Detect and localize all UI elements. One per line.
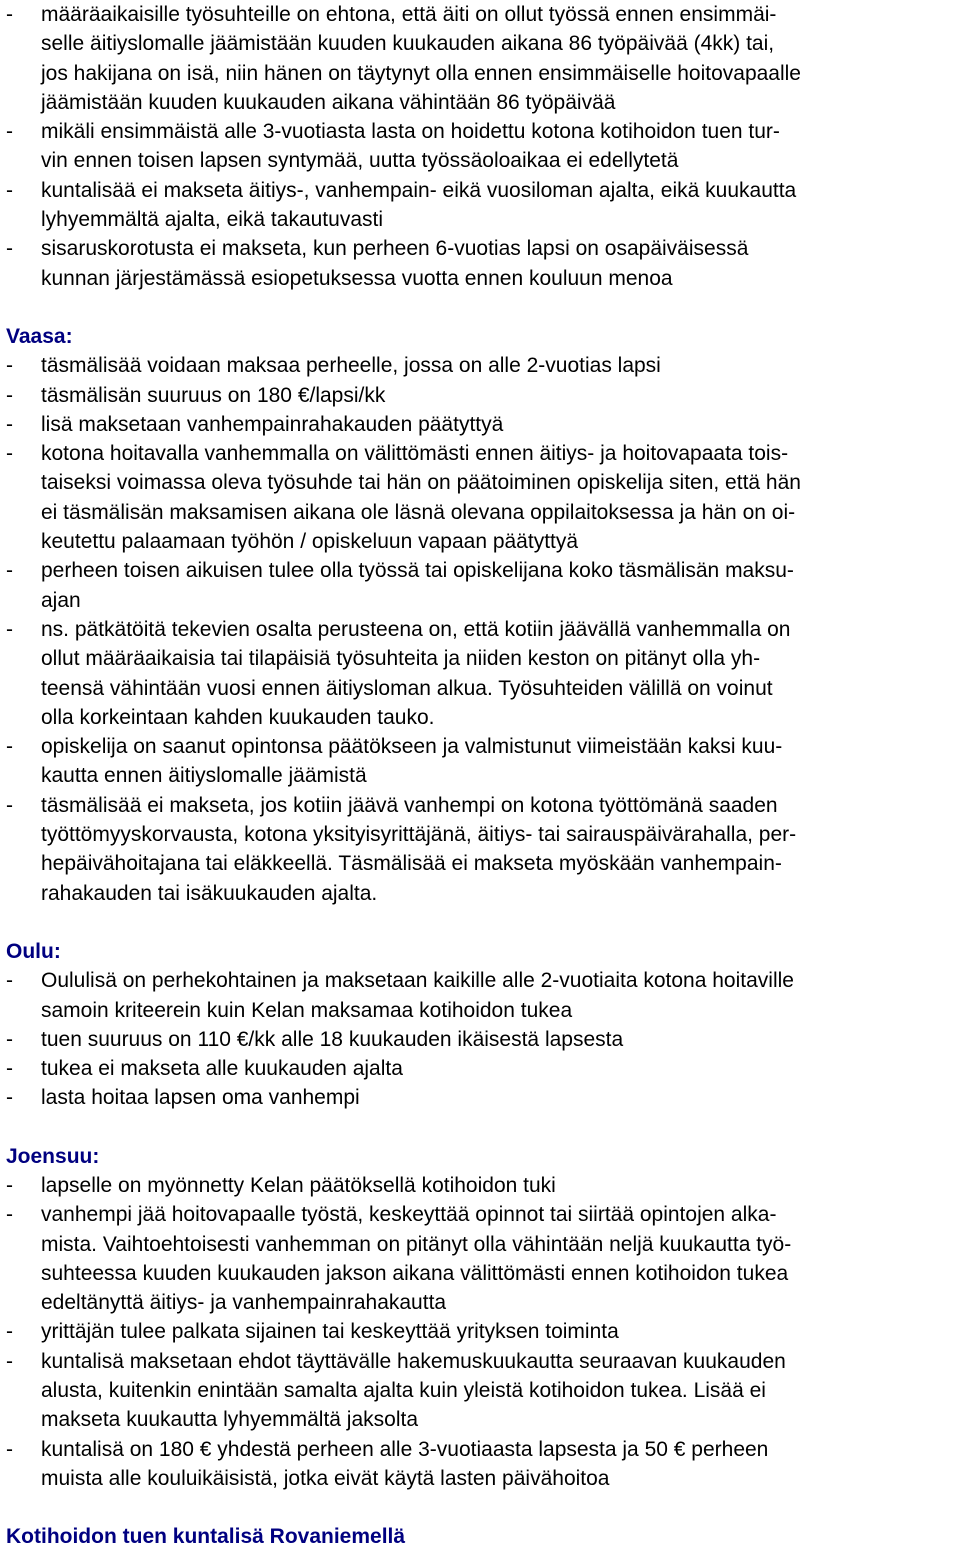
intro-list [6, 0, 956, 293]
list-item [6, 1083, 956, 1112]
list-item-line: lapselle on myönnetty Kelan päätöksellä kotihoidon tuki [41, 1173, 556, 1197]
bullet-dash: - [6, 383, 13, 407]
list-item-line: olla korkeintaan kahden kuukauden tauko. [41, 705, 435, 729]
list-item-line: vin ennen toisen lapsen syntymää, uutta työssäoloaikaa ei edellytetä [41, 149, 679, 173]
list-item [6, 966, 956, 1025]
list-item-line: yrittäjän tulee palkata sijainen tai keskeyttää yrityksen toiminta [41, 1320, 619, 1344]
list-item [6, 381, 956, 410]
list-item-line: edeltänyttä äitiys- ja vanhempainrahakautta [41, 1291, 447, 1315]
bullet-dash: - [6, 178, 13, 202]
list-item-line: makseta kuukautta lyhyemmältä jaksolta [41, 1408, 419, 1432]
list-item-line: kotona hoitavalla vanhemmalla on välittömästi ennen äitiys- ja hoitovapaata tois- [41, 442, 789, 466]
list-item-line: ollut määräaikaisia tai tilapäisiä työsuhteita ja niiden keston on pitänyt olla yh- [41, 647, 761, 671]
list-item-line: lisä maksetaan vanhempainrahakauden päätyttyä [41, 412, 504, 436]
sections-container [6, 293, 956, 1493]
list-item-line: opiskelija on saanut opintonsa päätökseen ja valmistunut viimeistään kaksi kuu- [41, 735, 783, 759]
list-item-line: suhteessa kuuden kuukauden jakson aikana välittömästi ennen kotihoidon tukea [41, 1261, 789, 1285]
list-item-line: keutettu palaamaan työhön / opiskeluun vapaan päätyttyä [41, 530, 579, 554]
list-item-line: tukea ei makseta alle kuukauden ajalta [41, 1057, 403, 1081]
list-item-line: selle äitiyslomalle jäämistään kuuden kuukauden aikana 86 työpäivää (4kk) tai, [41, 32, 775, 56]
list-item-line: lasta hoitaa lapsen oma vanhempi [41, 1086, 360, 1110]
bullet-dash: - [6, 1349, 13, 1373]
list-item-line: lyhyemmältä ajalta, eikä takautuvasti [41, 208, 383, 232]
section-joensuu [6, 1142, 956, 1494]
section-oulu [6, 937, 956, 1113]
list-item-line: mikäli ensimmäistä alle 3-vuotiasta lasta on hoidettu kotona kotihoidon tuen tur- [41, 120, 780, 144]
list-item [6, 1025, 956, 1054]
list-item [6, 1435, 956, 1494]
list-item-line: tuen suuruus on 110 €/kk alle 18 kuukauden ikäisestä lapsesta [41, 1027, 624, 1051]
list-item [6, 439, 956, 556]
list-item [6, 176, 956, 235]
list-item-line: työttömyyskorvausta, kotona yksityisyrittäjänä, äitiys- tai sairauspäivärahalla, per- [41, 823, 797, 847]
bullet-dash: - [6, 1437, 13, 1461]
document [6, 0, 956, 1552]
list-item-line: hepäivähoitajana tai eläkkeellä. Täsmälisää ei makseta myöskään vanhempain- [41, 852, 782, 876]
list-item-line: muista alle kouluikäisistä, jotka eivät käytä lasten päivähoitoa [41, 1466, 610, 1490]
list-item [6, 351, 956, 380]
list-item [6, 732, 956, 791]
list-item-line: samoin kriteerein kuin Kelan maksamaa kotihoidon tukea [41, 998, 573, 1022]
section-heading: Vaasa: [6, 324, 73, 348]
list-item [6, 1200, 956, 1317]
list-item-line: jäämistään kuuden kuukauden aikana vähintään 86 työpäivää [41, 90, 616, 114]
bullet-dash: - [6, 559, 13, 583]
list-item [6, 1317, 956, 1346]
list-item-line: Oululisä on perhekohtainen ja maksetaan kaikille alle 2-vuotiaita kotona hoitaville [41, 969, 794, 993]
bullet-dash: - [6, 1203, 13, 1227]
section-heading: Oulu: [6, 939, 61, 963]
bullet-dash: - [6, 120, 13, 144]
list-item [6, 615, 956, 732]
bullet-dash: - [6, 442, 13, 466]
list-item-line: täsmälisää voidaan maksaa perheelle, jossa on alle 2-vuotias lapsi [41, 354, 661, 378]
bullet-dash: - [6, 1057, 13, 1081]
bullet-dash: - [6, 793, 13, 817]
bullet-dash: - [6, 412, 13, 436]
list-item [6, 410, 956, 439]
list-item-line: kuntalisä on 180 € yhdestä perheen alle 3-vuotiaasta lapsesta ja 50 € perheen [41, 1437, 769, 1461]
list-item-line: kautta ennen äitiyslomalle jäämistä [41, 764, 367, 788]
list-item-line: kuntalisä maksetaan ehdot täyttävälle hakemuskuukautta seuraavan kuukauden [41, 1349, 786, 1373]
bullet-dash: - [6, 1173, 13, 1197]
list-item [6, 234, 956, 293]
final-heading: Kotihoidon tuen kuntalisä Rovaniemellä [6, 1525, 406, 1549]
list-item-line: täsmälisän suuruus on 180 €/lapsi/kk [41, 383, 386, 407]
list-item-line: määräaikaisille työsuhteille on ehtona, että äiti on ollut työssä ennen ensimmäi- [41, 3, 777, 26]
list-item [6, 117, 956, 176]
list-item-line: sisaruskorotusta ei makseta, kun perheen 6-vuotias lapsi on osapäiväisessä [41, 237, 749, 261]
bullet-dash: - [6, 3, 13, 26]
list-item-line: jos hakijana on isä, niin hänen on täytynyt olla ennen ensimmäiselle hoitovapaalle [41, 61, 801, 85]
bullet-dash: - [6, 237, 13, 261]
section-heading: Joensuu: [6, 1144, 100, 1168]
list-item-line: kuntalisää ei makseta äitiys-, vanhempain- eikä vuosiloman ajalta, eikä kuukautta [41, 178, 797, 202]
list-item [6, 1347, 956, 1435]
list-item-line: teensä vähintään vuosi ennen äitiysloman alkua. Työsuhteiden välillä on voinut [41, 676, 773, 700]
list-item [6, 791, 956, 908]
list-item-line: perheen toisen aikuisen tulee olla työssä tai opiskelijana koko täsmälisän maksu- [41, 559, 794, 583]
bullet-dash: - [6, 1086, 13, 1110]
list-item-line: alusta, kuitenkin enintään samalta ajalta kuin yleistä kotihoidon tukea. Lisää ei [41, 1379, 766, 1403]
list-item-line: täsmälisää ei makseta, jos kotiin jäävä vanhempi on kotona työttömänä saaden [41, 793, 778, 817]
bullet-dash: - [6, 354, 13, 378]
list-item [6, 0, 956, 117]
list-item-line: kunnan järjestämässä esiopetuksessa vuotta ennen kouluun menoa [41, 266, 673, 290]
bullet-dash: - [6, 969, 13, 993]
list-item-line: vanhempi jää hoitovapaalle työstä, keskeyttää opinnot tai siirtää opintojen alka- [41, 1203, 777, 1227]
section-vaasa [6, 322, 956, 908]
list-item [6, 556, 956, 615]
bullet-dash: - [6, 1027, 13, 1051]
list-item-line: mista. Vaihtoehtoisesti vanhemman on pitänyt olla vähintään neljä kuukautta työ- [41, 1232, 792, 1256]
list-item-line: ns. pätkätöitä tekevien osalta perusteena on, että kotiin jäävällä vanhemmalla on [41, 617, 791, 641]
list-item [6, 1171, 956, 1200]
bullet-dash: - [6, 617, 13, 641]
bullet-dash: - [6, 1320, 13, 1344]
bullet-dash: - [6, 735, 13, 759]
list-item-line: ei täsmälisän maksamisen aikana ole läsnä olevana oppilaitoksessa ja hän on oi- [41, 500, 796, 524]
list-item-line: rahakauden tai isäkuukauden ajalta. [41, 881, 378, 905]
list-item [6, 1054, 956, 1083]
list-item-line: taiseksi voimassa oleva työsuhde tai hän on päätoiminen opiskelija siten, että hän [41, 471, 801, 495]
list-item-line: ajan [41, 588, 81, 612]
